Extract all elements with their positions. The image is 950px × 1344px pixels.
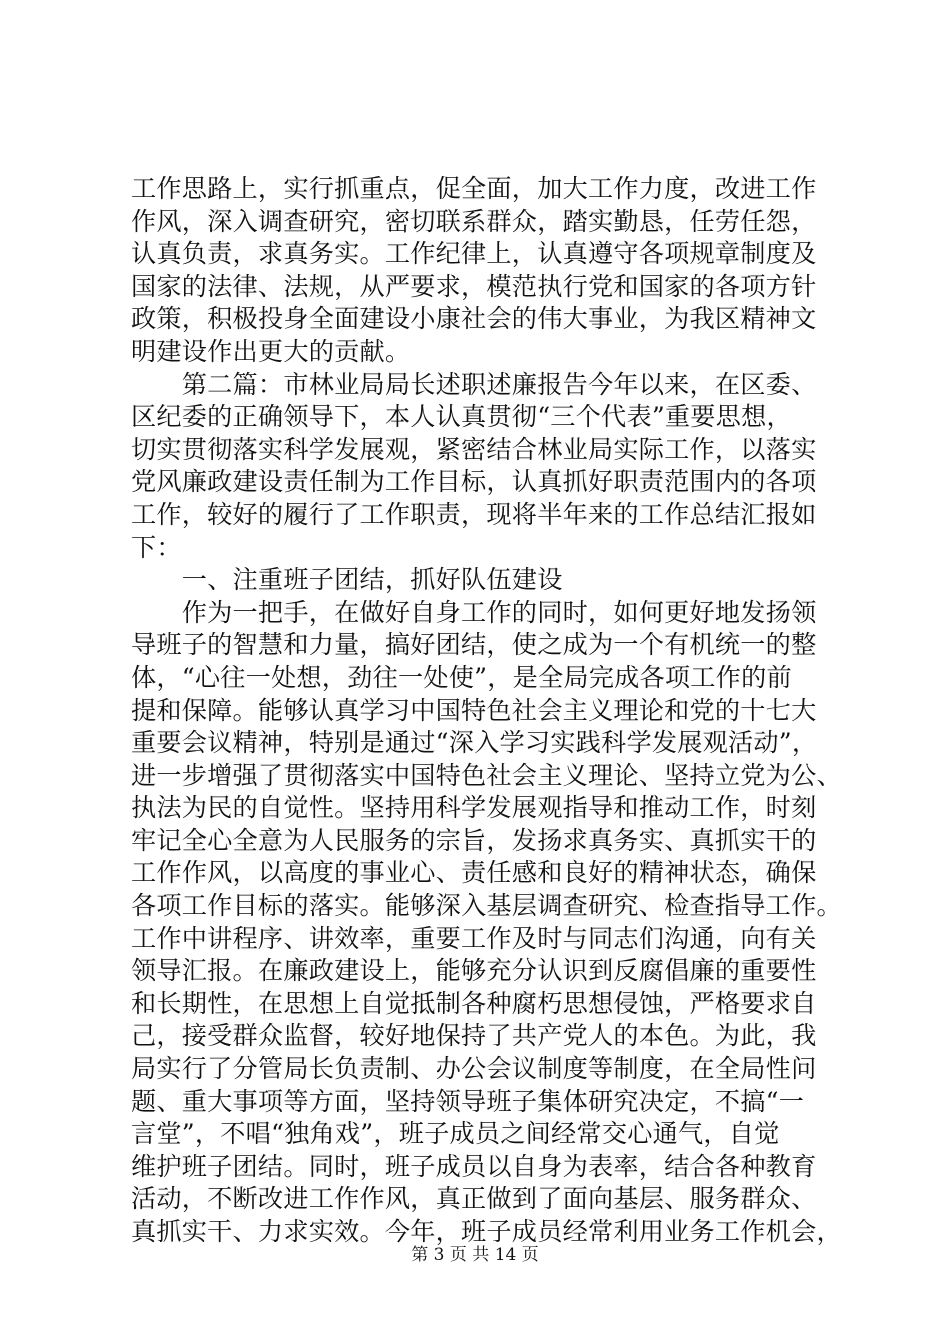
text-line: 和长期性，在思想上自觉抵制各种腐朽思想侵蚀，严格要求自 (131, 988, 817, 1018)
text-line: 下： (131, 532, 182, 562)
text-line: 局实行了分管局长负责制、办公会议制度等制度，在全局性问 (131, 1054, 817, 1084)
text-line: 提和保障。能够认真学习中国特色社会主义理论和党的十七大 (131, 695, 817, 725)
text-line: 领导汇报。在廉政建设上，能够充分认识到反腐倡廉的重要性 (131, 956, 817, 986)
text-line: 重要会议精神，特别是通过“深入学习实践科学发展观活动”， (131, 728, 818, 758)
text-line: 作为一把手，在做好自身工作的同时，如何更好地发扬领 (131, 597, 817, 627)
page-number-footer: 第 3 页 共 14 页 (411, 1245, 539, 1265)
section-title-line: 第二篇：市林业局局长述职述廉报告今年以来，在区委、 (131, 369, 817, 399)
text-line: 作风，深入调查研究，密切联系群众，踏实勤恳，任劳任怨， (131, 206, 817, 236)
text-line: 工作，较好的履行了工作职责，现将半年来的工作总结汇报如 (131, 499, 817, 529)
text-line: 题、重大事项等方面，坚持领导班子集体研究决定，不搞“一 (131, 1086, 805, 1116)
text-line: 体，“心往一处想，劲往一处使”，是全局完成各项工作的前 (131, 662, 792, 692)
text-line: 己，接受群众监督，较好地保持了共产党人的本色。为此，我 (131, 1021, 817, 1051)
text-line: 各项工作目标的落实。能够深入基层调查研究、检查指导工作。 (131, 891, 842, 921)
text-line: 党风廉政建设责任制为工作目标，认真抓好职责范围内的各项 (131, 467, 817, 497)
subheading-line: 一、注重班子团结，抓好队伍建设 (131, 565, 563, 595)
text-line: 切实贯彻落实科学发展观，紧密结合林业局实际工作，以落实 (131, 434, 817, 464)
text-line: 政策，积极投身全面建设小康社会的伟大事业，为我区精神文 (131, 304, 817, 334)
text-line: 活动，不断改进工作作风，真正做到了面向基层、服务群众、 (131, 1184, 817, 1214)
text-line: 真抓实干、力求实效。今年，班子成员经常利用业务工作机会， (131, 1217, 842, 1246)
text-line: 工作思路上，实行抓重点，促全面，加大工作力度，改进工作 (131, 174, 817, 203)
text-line: 牢记全心全意为人民服务的宗旨，发扬求真务实、真抓实干的 (131, 825, 817, 855)
text-line: 区纪委的正确领导下，本人认真贯彻“三个代表”重要思想， (131, 402, 792, 432)
document-body (131, 173, 842, 1249)
text-line: 维护班子团结。同时，班子成员以自身为表率，结合各种教育 (131, 1151, 817, 1181)
text-line: 言堂”，不唱“独角戏”，班子成员之间经常交心通气，自觉 (131, 1119, 780, 1149)
text-line: 工作中讲程序、讲效率，重要工作及时与同志们沟通，向有关 (131, 923, 817, 953)
text-line: 国家的法律、法规，从严要求，模范执行党和国家的各项方针 (131, 271, 817, 301)
text-line: 认真负责，求真务实。工作纪律上，认真遵守各项规章制度及 (131, 239, 817, 269)
text-line: 进一步增强了贯彻落实中国特色社会主义理论、坚持立党为公、 (131, 760, 842, 790)
text-line: 执法为民的自觉性。坚持用科学发展观指导和推动工作，时刻 (131, 793, 817, 823)
text-line: 工作作风，以高度的事业心、责任感和良好的精神状态，确保 (131, 858, 817, 888)
text-line: 导班子的智慧和力量，搞好团结，使之成为一个有机统一的整 (131, 630, 817, 660)
text-line: 明建设作出更大的贡献。 (131, 336, 411, 366)
